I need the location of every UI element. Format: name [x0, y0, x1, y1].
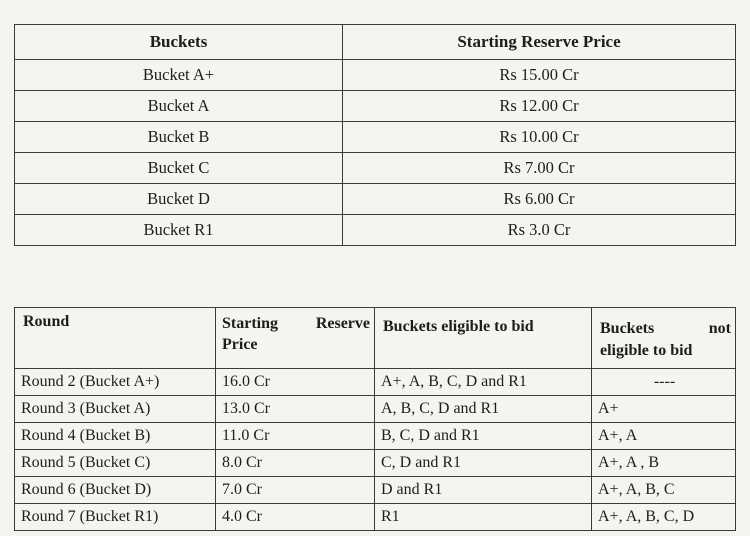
table-row	[15, 215, 736, 246]
price-cell: Rs 3.0 Cr	[343, 215, 736, 246]
bucket-cell: Bucket A+	[15, 60, 343, 91]
price-cell: 7.0 Cr	[216, 477, 375, 504]
reserve-price-table	[14, 24, 736, 246]
eligible-cell: R1	[375, 504, 592, 531]
header-round: Round	[15, 308, 216, 369]
price-cell: 13.0 Cr	[216, 396, 375, 423]
table-header-row	[15, 308, 736, 369]
round-cell: Round 3 (Bucket A)	[15, 396, 216, 423]
round-cell: Round 2 (Bucket A+)	[15, 369, 216, 396]
header-price-line2: Price	[222, 336, 258, 353]
bucket-cell: Bucket B	[15, 122, 343, 153]
table-row	[15, 369, 736, 396]
price-cell: Rs 15.00 Cr	[343, 60, 736, 91]
header-price-word: Starting	[222, 315, 278, 332]
round-cell: Round 5 (Bucket C)	[15, 450, 216, 477]
header-not-eligible-word: Buckets	[600, 320, 655, 337]
header-not-eligible-line2: eligible to bid	[600, 342, 693, 359]
table-header-row	[15, 25, 736, 60]
round-cell: Round 4 (Bucket B)	[15, 423, 216, 450]
not-eligible-cell: A+, A, B, C	[592, 477, 736, 504]
not-eligible-cell: A+, A, B, C, D	[592, 504, 736, 531]
table-row	[15, 477, 736, 504]
bucket-cell: Bucket C	[15, 153, 343, 184]
table-row	[15, 450, 736, 477]
eligible-cell: A, B, C, D and R1	[375, 396, 592, 423]
round-cell: Round 7 (Bucket R1)	[15, 504, 216, 531]
header-starting-reserve-price: Starting Reserve Price	[343, 25, 736, 60]
price-cell: Rs 7.00 Cr	[343, 153, 736, 184]
table-row	[15, 423, 736, 450]
eligible-cell: C, D and R1	[375, 450, 592, 477]
round-cell: Round 6 (Bucket D)	[15, 477, 216, 504]
table-row	[15, 153, 736, 184]
header-not-eligible-line1	[600, 318, 731, 340]
price-cell: 4.0 Cr	[216, 504, 375, 531]
table-row	[15, 122, 736, 153]
bucket-cell: Bucket D	[15, 184, 343, 215]
header-starting-reserve-price	[216, 308, 375, 369]
price-cell: Rs 12.00 Cr	[343, 91, 736, 122]
table-row	[15, 504, 736, 531]
bucket-cell: Bucket R1	[15, 215, 343, 246]
not-eligible-cell: A+, A	[592, 423, 736, 450]
table-row	[15, 396, 736, 423]
header-buckets-eligible: Buckets eligible to bid	[375, 308, 592, 369]
header-buckets-not-eligible	[592, 308, 736, 369]
price-cell: Rs 10.00 Cr	[343, 122, 736, 153]
header-price-word: Reserve	[315, 315, 370, 332]
header-price-line1	[222, 313, 370, 334]
table-row	[15, 184, 736, 215]
round-eligibility-table	[14, 307, 736, 531]
table-row	[15, 91, 736, 122]
header-not-eligible-word: not	[708, 320, 731, 337]
not-eligible-cell: ----	[592, 369, 736, 396]
price-cell: 16.0 Cr	[216, 369, 375, 396]
eligible-cell: A+, A, B, C, D and R1	[375, 369, 592, 396]
eligible-cell: D and R1	[375, 477, 592, 504]
price-cell: 11.0 Cr	[216, 423, 375, 450]
eligible-cell: B, C, D and R1	[375, 423, 592, 450]
table-row	[15, 60, 736, 91]
header-buckets: Buckets	[15, 25, 343, 60]
bucket-cell: Bucket A	[15, 91, 343, 122]
price-cell: Rs 6.00 Cr	[343, 184, 736, 215]
not-eligible-cell: A+, A , B	[592, 450, 736, 477]
not-eligible-cell: A+	[592, 396, 736, 423]
price-cell: 8.0 Cr	[216, 450, 375, 477]
